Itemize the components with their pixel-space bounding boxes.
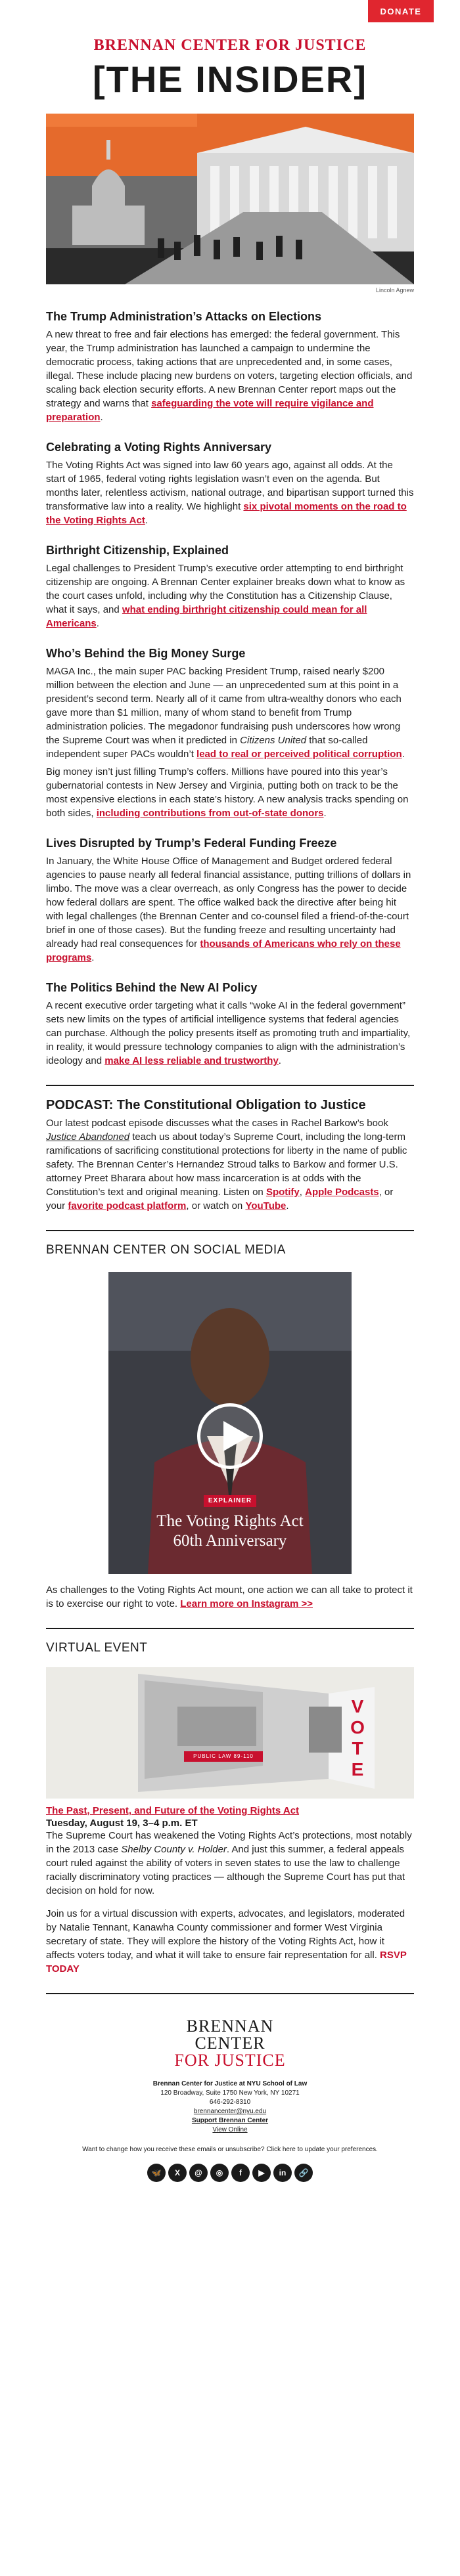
video-title-line-2: 60th Anniversary — [173, 1532, 287, 1550]
punctuation: . — [402, 749, 405, 760]
facebook-icon[interactable]: f — [231, 2164, 250, 2182]
top-bar — [0, 0, 460, 24]
separator: , or your — [46, 1187, 394, 1212]
case-name: Citizens United — [240, 735, 307, 746]
instagram-icon[interactable]: ◎ — [210, 2164, 229, 2182]
public-law-banner-text: PUBLIC LAW 89-110 — [193, 1753, 254, 1759]
divider — [46, 1085, 414, 1086]
explainer-badge: EXPLAINER — [204, 1495, 256, 1507]
article-body — [46, 458, 414, 527]
vote-sign-text: VOTE — [350, 1696, 365, 1779]
event-details — [46, 1805, 414, 1976]
support-link[interactable]: Support Brennan Center — [191, 2117, 269, 2124]
article-ai-policy — [46, 980, 414, 1068]
article-link[interactable]: safeguarding the vote will require vigilance and preparation — [46, 398, 374, 423]
hero-illustration — [46, 114, 414, 284]
separator: , — [299, 1187, 306, 1198]
body-text: that so-called independent super PACs wouldn’t — [46, 735, 368, 760]
image-credit: Lincoln Agnew — [375, 287, 414, 294]
capitol-collage-image — [46, 114, 414, 284]
article-body — [46, 999, 414, 1068]
punctuation: . — [96, 618, 99, 629]
punctuation: . — [91, 952, 95, 963]
event-image — [46, 1667, 414, 1799]
footer-phone: 646-292-8310 — [209, 2099, 251, 2106]
article-title: Lives Disrupted by Trump’s Federal Funding Freeze — [46, 837, 337, 850]
youtube-icon[interactable]: ▶ — [252, 2164, 271, 2182]
body-text: Big money isn’t just filling Trump’s coffers. Millions have poured into this year’s gubernatorial contests in New Jersey and Virginia, putting both on track to be the most expensive elections in each state’s history. A new analysis tracks spending on both sides, — [46, 766, 409, 819]
main-column — [46, 37, 414, 2208]
podcast-section — [46, 1098, 414, 1213]
punctuation: . — [323, 808, 327, 819]
event-invitation — [46, 1907, 414, 1976]
article-body — [46, 665, 414, 761]
podcast-body — [46, 1116, 414, 1213]
brand-name: BRENNAN CENTER FOR JUSTICE — [93, 37, 367, 54]
article-body — [46, 854, 414, 965]
body-text: Legal challenges to President Trump’s executive order attempting to end birthright citizenship are ongoing. A Brennan Center explainer breaks down what to know as the court cases unfold, including why the Constitution has a Citizenship Clause, what it says, and — [46, 563, 405, 615]
article-title: Who’s Behind the Big Money Surge — [46, 647, 246, 660]
body-text: The Voting Rights Act was signed into law 60 years ago, against all odds. At the start of 1965, federal voting rights legislation wasn’t even on the agenda. But months later, relentless activism, national outrage, and bipartisan support turned this transformative law into a reality. We highlight — [46, 460, 414, 512]
divider — [46, 1628, 414, 1629]
article-title: Celebrating a Voting Rights Anniversary — [46, 441, 272, 454]
body-text: In January, the White House Office of Management and Budget ordered federal agencies to pause nearly all federal financial assistance, putting trillions of dollars in limbo. The move was a clear overreach, as only Congress has the power to decide how federal dollars are spent. The office walked back the directive after being hit with legal challenges (the Brennan Center and co-counsel filed a friend-of-the-court brief in one of those cases). But the funding freeze and resulting uncertainty had already had real consequences for — [46, 856, 411, 950]
punctuation: . — [100, 412, 103, 423]
bluesky-icon[interactable]: 🦋 — [147, 2164, 166, 2182]
article-title: Birthright Citizenship, Explained — [46, 544, 229, 557]
logo-line: BRENNAN — [186, 2017, 274, 2036]
spotify-link[interactable]: Spotify — [265, 1187, 300, 1198]
body-text: A new threat to free and fair elections has emerged: the federal government. This year, the Trump administration has launched a campaign to undermine the democratic process, taking actions that are unprecedented and, in some cases, illegal. These include placing new burdens on voters, targeting election officials, and scaling back election security efforts. A new Brennan Center report maps out the strategy and warns that — [46, 329, 413, 409]
punctuation: . — [286, 1200, 289, 1212]
footer-email-link[interactable]: brennancenter@nyu.edu — [193, 2108, 267, 2115]
article-body-2 — [46, 765, 414, 820]
linkedin-icon[interactable]: in — [273, 2164, 292, 2182]
article-big-money — [46, 646, 414, 820]
bottom-spacer — [46, 2182, 414, 2208]
event-heading: VIRTUAL EVENT — [46, 1641, 148, 1655]
rsvp-link[interactable]: RSVP TODAY — [46, 1950, 407, 1975]
body-text: Join us for a virtual discussion with experts, advocates, and legislators, moderated by Natalie Tennant, Kanawha County commissioner and former West Virginia secretary of state. They will explore the history of the Voting Rights Act, how it affects voters today, and what it will take to ensure fair representation for all. — [46, 1908, 405, 1961]
separator: , or watch on — [186, 1200, 246, 1212]
article-link[interactable]: thousands of Americans who rely on these programs — [46, 938, 401, 963]
body-text: The Supreme Court has weakened the Voting Rights Act’s protections, most notably in the 2013 case — [46, 1830, 412, 1855]
article-link[interactable]: including contributions from out-of-state donors — [96, 808, 324, 819]
podcast-platform-link[interactable]: favorite podcast platform — [68, 1200, 187, 1212]
video-title — [108, 1512, 352, 1551]
donate-button[interactable]: DONATE — [368, 0, 434, 22]
punctuation: . — [145, 515, 148, 526]
event-title-link[interactable]: The Past, Present, and Future of the Voting Rights Act — [46, 1805, 300, 1816]
x-icon[interactable]: X — [168, 2164, 187, 2182]
book-link[interactable]: Justice Abandoned — [46, 1131, 130, 1143]
article-body — [46, 561, 414, 630]
logo-line: CENTER — [195, 2034, 265, 2053]
body-text: As challenges to the Voting Rights Act mount, one action we can all take to protect it is to exercise our right to vote. — [46, 1584, 413, 1609]
article-birthright-citizenship — [46, 543, 414, 630]
article-voting-rights-anniversary — [46, 440, 414, 527]
preferences-text: Want to change how you receive these emails or unsubscribe? Click here to update your preferences. — [82, 2146, 378, 2153]
article-title: The Trump Administration’s Attacks on Elections — [46, 310, 322, 323]
article-title: The Politics Behind the New AI Policy — [46, 981, 258, 994]
event-description — [46, 1829, 414, 1898]
youtube-link[interactable]: YouTube — [245, 1200, 287, 1212]
social-heading: BRENNAN CENTER ON SOCIAL MEDIA — [46, 1243, 286, 1257]
article-trump-elections — [46, 309, 414, 424]
instagram-link[interactable]: Learn more on Instagram >> — [180, 1598, 313, 1609]
podcast-title: PODCAST: The Constitutional Obligation to Justice — [46, 1098, 366, 1112]
footer-address: 120 Broadway, Suite 1750 New York, NY 10271 — [160, 2089, 300, 2097]
footer-logo — [46, 2018, 414, 2069]
view-online-link[interactable]: View Online — [212, 2126, 248, 2133]
article-link[interactable]: six pivotal moments on the road to the Voting Rights Act — [46, 501, 407, 526]
body-text: . And just this summer, a federal appeals court ruled against the ability of voters in seven states to use the law to challenge racially discriminatory voting practices — although the Supreme Court has put that decision on hold for now. — [46, 1844, 405, 1896]
apple-podcasts-link[interactable]: Apple Podcasts — [305, 1187, 379, 1198]
body-text: MAGA Inc., the main super PAC backing President Trump, raised nearly $200 million between the election and June — an unprecedented sum at this point in a president’s second term. Nearly all of it came from ultra-wealthy donors who each gave more than $1 million, many of whom stand to benefit from Trump administration policies. The megadonor fundraising push underscores how wrong the Supreme Court was when it predicted in — [46, 666, 402, 746]
article-link[interactable]: make AI less reliable and trustworthy — [104, 1055, 279, 1066]
punctuation: . — [278, 1055, 281, 1066]
article-link[interactable]: lead to real or perceived political corruption — [196, 749, 402, 760]
footer-org: Brennan Center for Justice at NYU School of Law — [152, 2080, 308, 2087]
body-text: Our latest podcast episode discusses what the cases in Rachel Barkow’s book — [46, 1118, 388, 1129]
logo-line: FOR JUSTICE — [174, 2051, 286, 2070]
threads-icon[interactable]: @ — [189, 2164, 208, 2182]
body-text: A recent executive order targeting what it calls “woke AI in the federal government” sets new limits on the types of artificial intelligence systems that federal agencies can purchase. Although the policy presents itself as promoting truth and impartiality, in reality, it would pressure technology companies to align with the administration’s ideology and — [46, 1000, 411, 1066]
divider — [46, 1993, 414, 1994]
video-title-line-1: The Voting Rights Act — [156, 1512, 304, 1530]
social-icons — [46, 2164, 414, 2182]
footer — [46, 2018, 414, 2208]
link-icon[interactable]: 🔗 — [294, 2164, 313, 2182]
article-link[interactable]: what ending birthright citizenship could mean for all Americans — [46, 604, 367, 629]
divider — [46, 1230, 414, 1231]
case-name: Shelby County v. Holder — [121, 1844, 227, 1855]
play-icon[interactable] — [197, 1403, 263, 1469]
newsletter-title: [THE INSIDER] — [93, 58, 367, 100]
article-funding-freeze — [46, 836, 414, 965]
article-body — [46, 328, 414, 424]
body-text: teach us about today’s Supreme Court, including the long-term ramifications of sacrificing constitutional protections for liberty in the name of public safety. The Brennan Center’s Hernandez Stroud talks to Barkow and former U.S. attorney Preet Bharara about how mass incarceration is at odds with the Constitution’s text and original meaning. Listen on — [46, 1131, 407, 1198]
social-video-thumbnail[interactable] — [108, 1272, 352, 1574]
social-caption — [46, 1583, 414, 1611]
event-date: Tuesday, August 19, 3–4 p.m. ET — [46, 1818, 198, 1829]
